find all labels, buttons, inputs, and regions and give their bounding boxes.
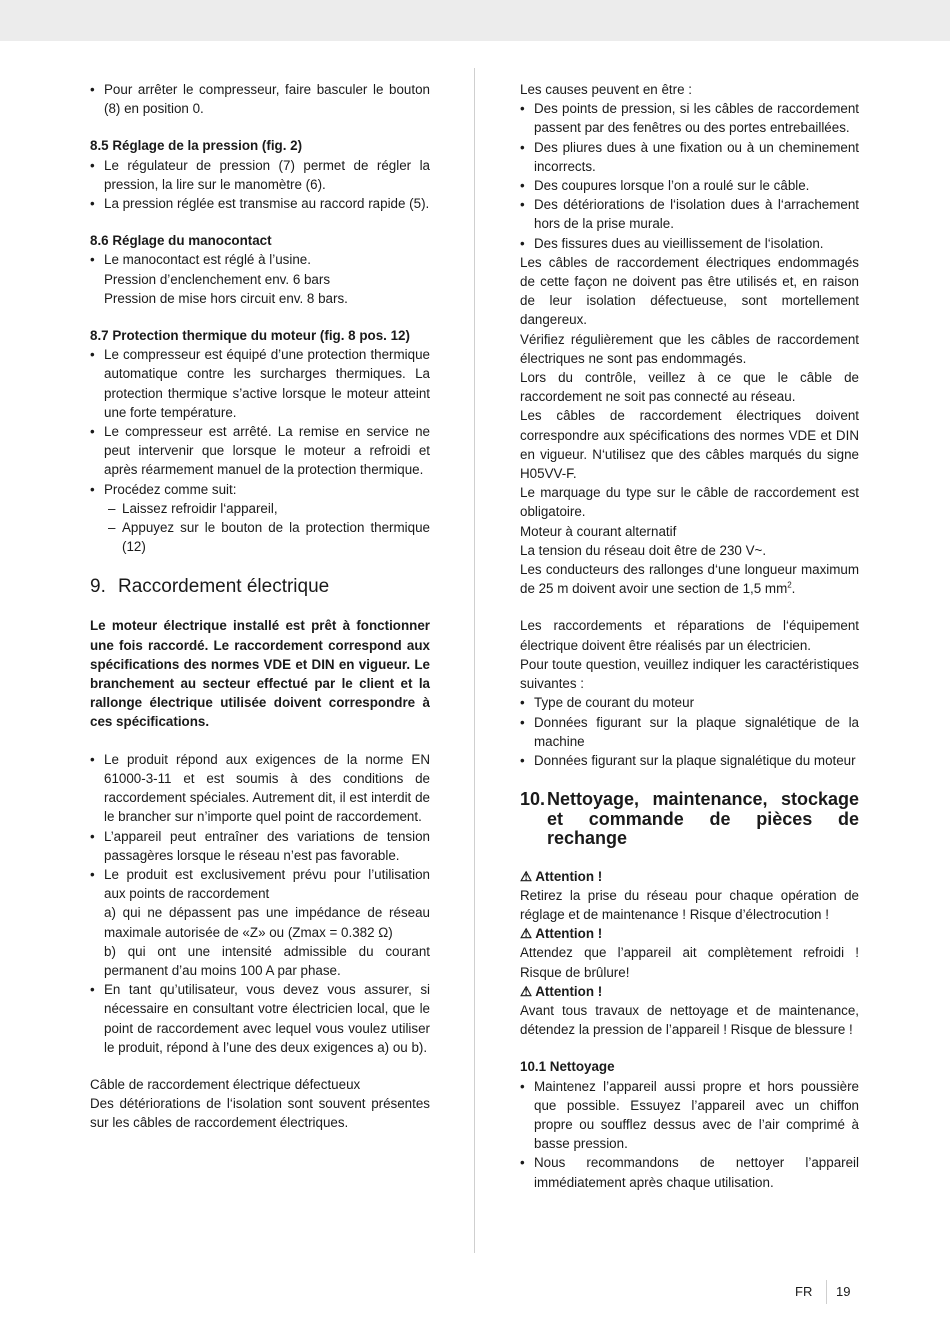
right-column: [520, 80, 859, 1192]
bullet-pressure-regulator: • Le régulateur de pression (7) permet de régler la pression, la lire sur le manomètre (6).: [90, 156, 430, 194]
warning-3-text: Avant tous travaux de nettoyage et de maintenance, détendez la pression de l’appareil ! Risque de blessure !: [520, 1003, 859, 1038]
dash-press-button: – Appuyez sur le bouton de la protection thermique (12): [90, 518, 430, 556]
bullet-stop-compressor: • Pour arrêter le compresseur, faire basculer le bouton (8) en position 0.: [90, 80, 430, 118]
page-number: 19: [836, 1284, 851, 1299]
section-10-title: Nettoyage, maintenance, stockage et commande de pièces de rechange: [547, 789, 859, 849]
bullet-clean-after-use: • Nous recommandons de nettoyer l’appareil immédiatement après chaque utilisation.: [520, 1153, 859, 1191]
left-column: [90, 80, 430, 1133]
warning-icon: ⚠: [520, 926, 533, 942]
para-disconnect: Lors du contrôle, veillez à ce que le câble de raccordement ne soit pas connecté au réseau.: [520, 370, 859, 405]
defective-cable-text: Des détériorations de l‘isolation sont souvent présentes sur les câbles de raccordement électriques.: [90, 1096, 430, 1131]
cause-pressure-points: • Des points de pression, si les câbles de raccordement passent par des fenêtres ou des portes entrebaillées.: [520, 99, 859, 137]
para-voltage: La tension du réseau doit être de 230 V~.: [520, 542, 767, 558]
footer-language: FR: [795, 1284, 813, 1299]
column-divider: [474, 68, 475, 1253]
item-motor-plate: • Données figurant sur la plaque signalétique du moteur: [520, 751, 859, 770]
bullet-keep-clean: • Maintenez l’appareil aussi propre et hors poussière que possible. Essuyez l’appareil avec un chiffon propre ou soufflez dessus avec de l’air comprimé à basse pression.: [520, 1077, 859, 1154]
section-9-title: Raccordement électrique: [118, 576, 330, 598]
section-8-7-title: 8.7 Protection thermique du moteur (fig. 8 pos. 12): [90, 328, 410, 344]
section-10-heading: [520, 790, 859, 849]
bullet-thermal-protection: • Le compresseur est équipé d’une protection thermique automatique contre les surcharges thermiques. La protection thermique s’active lorsque le moteur atteint une forte température.: [90, 345, 430, 422]
para-damaged-cables: Les câbles de raccordement électriques endommagés de cette façon ne doivent pas être utilisés et, en raison de leur isolation défectueuse, sont mortellement dangereux.: [520, 254, 859, 328]
dash-cool-down: – Laissez refroidir l‘appareil,: [90, 499, 430, 518]
bullet-user-check: • En tant qu’utilisateur, vous devez vous assurer, si nécessaire en consultant votre électricien local, que le point de raccordement avec lequel vous voulez utiliser le produit, répond à l’une des deux exigences a) ou b).: [90, 980, 430, 1057]
warning-1-text: Retirez la prise du réseau pour chaque opération de réglage et de maintenance ! Risque d’électrocution !: [520, 887, 859, 923]
bullet-quick-coupling: • La pression réglée est transmise au raccord rapide (5).: [90, 194, 430, 213]
item-current-type: • Type de courant du moteur: [520, 693, 859, 712]
section-9-number: 9.: [90, 576, 106, 598]
cut-in-pressure: Pression d’enclenchement env. 6 bars: [104, 271, 331, 287]
bullet-en-standard: • Le produit répond aux exigences de la norme EN 61000-3-11 et est soumis à des conditions de raccordement spéciales. Autrement dit, il est interdit de le brancher sur n’importe quel point de raccordement.: [90, 750, 430, 827]
section-10-1-title: 10.1 Nettoyage: [520, 1059, 615, 1075]
cause-insulation-damage: • Des détériorations de l‘isolation dues à l‘arrachement hors de la prise murale.: [520, 195, 859, 233]
section-8-5-title: 8.5 Réglage de la pression (fig. 2): [90, 138, 303, 154]
top-bar: [0, 0, 950, 41]
condition-b: b) qui ont une intensité admissible du courant permanent d’au moins 100 A par phase.: [104, 943, 430, 978]
bullet-voltage-variations: • L’appareil peut entraîner des variations de tension passagères lorsque le réseau n’est pas favorable.: [90, 827, 430, 865]
para-extension-cables: Les conducteurs des rallonges d‘une longueur maximum de 25 m doivent avoir une section de 1,5 $mm^2$.: [520, 562, 859, 597]
cut-out-pressure: Pression de mise hors circuit env. 8 bars.: [104, 290, 348, 306]
para-check-cables: Vérifiez régulièrement que les câbles de raccordement électriques ne sont pas endommagés.: [520, 331, 859, 366]
section-9-heading: [90, 576, 430, 598]
para-questions: Pour toute question, veuillez indiquer les caractéristiques suivantes :: [520, 656, 859, 692]
bullet-procedure: • Procédez comme suit:: [90, 480, 430, 499]
bullet-restart: • Le compresseur est arrêté. La remise en service ne peut intervenir que lorsque le moteur a refroidi et après réarmement manuel de la protection thermique.: [90, 422, 430, 480]
warning-3: ⚠ Attention !: [520, 983, 603, 999]
section-10-number: 10.: [520, 789, 546, 810]
warning-icon: ⚠: [520, 983, 533, 999]
para-standards: Les câbles de raccordement électriques doivent correspondre aux spécifications des normes VDE et DIN en vigueur. N‘utilisez que des câbles marqués du signe H05VV-F.: [520, 408, 859, 482]
causes-intro: Les causes peuvent en être :: [520, 82, 692, 97]
bullet-connection-points: • Le produit est exclusivement prévu pour l’utilisation aux points de raccordement: [90, 865, 430, 903]
condition-a: a) qui ne dépassent pas une impédance de réseau maximale autorisée de «Z» ou (Zmax = 0.382 Ω): [104, 905, 430, 940]
para-ac-motor: Moteur à courant alternatif: [520, 523, 677, 539]
para-marking: Le marquage du type sur le câble de raccordement est obligatoire.: [520, 485, 859, 520]
cause-cuts: • Des coupures lorsque l’on a roulé sur le câble.: [520, 176, 859, 195]
section-9-intro: Le moteur électrique installé est prêt à fonctionner une fois raccordé. Le raccordement correspond aux spécifications des normes VDE et DIN en vigueur. Le branchement au secteur effectué par le client et la rallonge électrique utilisée doivent correspondre à ces spécifications.: [90, 618, 430, 730]
item-machine-plate: • Données figurant sur la plaque signalétique de la machine: [520, 713, 859, 751]
warning-2: ⚠ Attention !: [520, 926, 603, 942]
footer-separator: [826, 1280, 827, 1304]
bullet-pressure-switch: • Le manocontact est réglé à l’usine.: [90, 250, 430, 269]
cause-kinks: • Des pliures dues à une fixation ou à un cheminement incorrects.: [520, 138, 859, 176]
cause-cracks: • Des fissures dues au vieillissement de l‘isolation.: [520, 234, 859, 253]
para-electrician: Les raccordements et réparations de l‘équipement électrique doivent être réalisés par un électricien.: [520, 618, 859, 653]
warning-1: ⚠ Attention !: [520, 868, 603, 884]
section-8-6-title: 8.6 Réglage du manocontact: [90, 233, 272, 249]
warning-2-text: Attendez que l’appareil ait complètement refroidi ! Risque de brûlure!: [520, 945, 859, 980]
defective-cable-title: Câble de raccordement électrique défectueux: [90, 1076, 361, 1092]
warning-icon: ⚠: [520, 868, 533, 884]
